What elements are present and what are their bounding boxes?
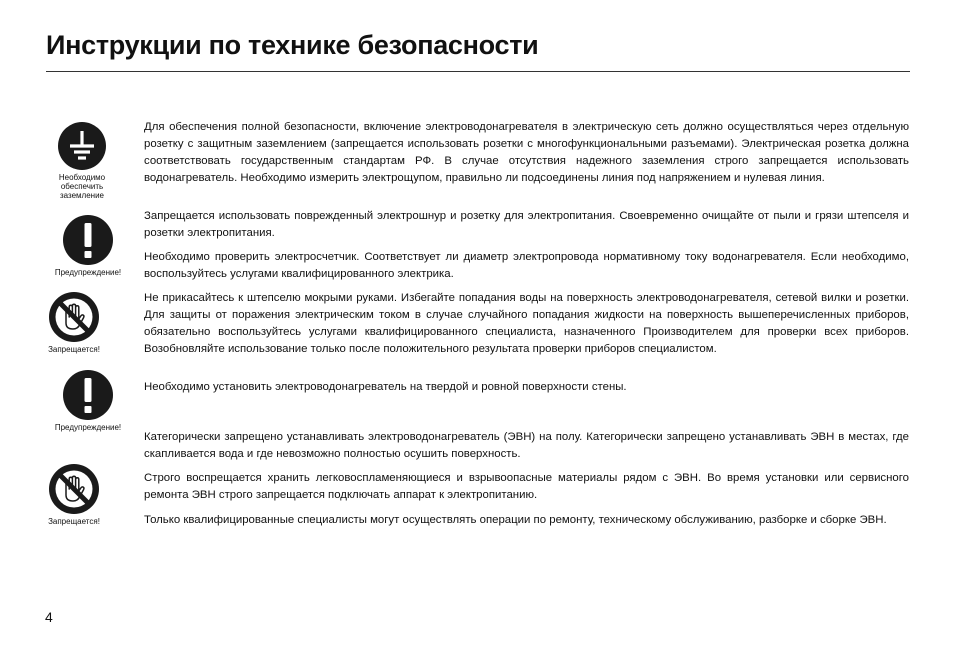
icon-caption: Предупреждение! <box>54 423 122 432</box>
prohibited-sign <box>26 292 122 354</box>
prohibited-sign <box>26 464 122 526</box>
paragraph-qualified-staff: Только квалифицированные специалисты могут осуществлять операции по ремонту, техническому обслуживанию, разборке и сборке ЭВН. <box>144 514 887 526</box>
paragraph-wall-mount: Необходимо установить электроводонагреватель на твердой и ровной поверхности стены. <box>144 381 627 393</box>
paragraph-damaged-cord: Запрещается использовать поврежденный электрошнур и розетку для электропитания. Своевременно очищайте от пыли и грязи штепселя и розетки электропитания. <box>144 210 909 239</box>
paragraph-meter-check: Необходимо проверить электросчетчик. Соответствует ли диаметр электропровода нормативному току водонагревателя. Если необходимо, воспользуйтесь услугами квалифицированного электрика. <box>144 251 909 280</box>
page-title: Инструкции по технике безопасности <box>46 30 539 60</box>
warning-icon <box>63 215 113 265</box>
prohibited-hand-icon <box>49 464 99 514</box>
warning-sign <box>40 370 136 432</box>
icon-caption: Необходимо обеспечить заземление <box>58 173 106 200</box>
icon-caption: Запрещается! <box>48 345 100 354</box>
ground-icon <box>58 122 106 170</box>
paragraph-floor-install: Категорически запрещено устанавливать электроводонагреватель (ЭВН) на полу. Категорически запрещено устанавливать ЭВН в местах, где скапливается вода и где невозможно полностью осушить поверхность. <box>144 431 909 460</box>
ground-sign <box>34 122 130 200</box>
paragraph-flammables: Строго воспрещается хранить легковоспламеняющиеся и взрывоопасные материалы рядом с ЭВН. Во время установки или сервисного ремонта ЭВН строго запрещается подключать аппарат к электропитанию. <box>144 472 909 501</box>
page-number: 4 <box>45 609 53 625</box>
warning-sign <box>40 215 136 277</box>
icon-caption: Запрещается! <box>48 517 100 526</box>
paragraph-wet-hands: Не прикасайтесь к штепселю мокрыми руками. Избегайте попадания воды на поверхность электроводонагревателя, сетевой вилки и розетки. Для защиты от поражения электрическим током в случае случайного попадания жидкости на поверхность вышеперечисленных приборов, обязательно воспользуйтесь услугами квалифицированного специалиста, назначенного Производителем для проверки всех приборов. Возобновляйте использование только после положительного результата проверки приборов специалистом. <box>144 292 909 355</box>
icon-caption: Предупреждение! <box>54 268 122 277</box>
paragraph-grounding: Для обеспечения полной безопасности, включение электроводонагревателя в электрическую сеть должно осуществляться через отдельную розетку с защитным заземлением (запрещается использовать розетки с многофункциональными разъемами). Электрическая розетка должна соответствовать государственным стандартам РФ. В случае отсутствия надежного заземления строго запрещается использовать водонагреватель. Необходимо измерить электрощупом, правильно ли подсоединены линия под напряжением и нулевая линия. <box>144 121 909 184</box>
prohibited-hand-icon <box>49 292 99 342</box>
warning-icon <box>63 370 113 420</box>
title-divider <box>46 71 910 72</box>
